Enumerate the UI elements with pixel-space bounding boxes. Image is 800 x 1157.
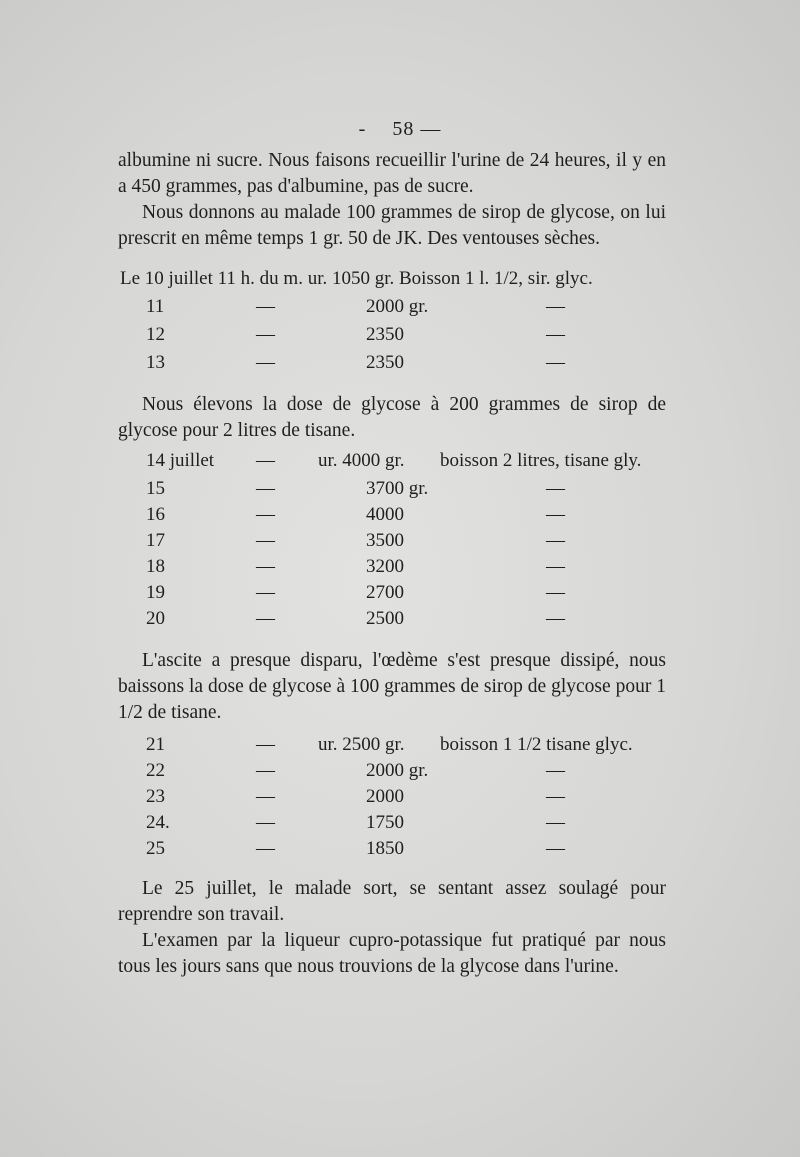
volume-cell: 1750 [366, 812, 404, 833]
ditto-cell: — [546, 838, 565, 859]
ditto-cell: — [546, 504, 565, 525]
ditto-cell: — [546, 786, 565, 807]
day-cell: 20 [146, 608, 165, 629]
day-cell: 21 [146, 734, 165, 755]
page-number: - 58 — [358, 118, 442, 140]
volume-cell: ur. 4000 gr. [318, 450, 405, 471]
day-cell: 19 [146, 582, 165, 603]
ditto-cell: — [546, 352, 565, 373]
volume-cell: 1850 [366, 838, 404, 859]
paragraph-text: Nous donnons au malade 100 grammes de sirop de glycose, on lui prescrit en même temps 1 gr. 50 de JK. Des ventouses sèches. [118, 202, 666, 249]
dash-cell: — [256, 530, 275, 551]
day-cell: 23 [146, 786, 165, 807]
dash-cell: — [256, 812, 275, 833]
day-cell: 25 [146, 838, 165, 859]
paragraph-text: Le 25 juillet, le malade sort, se sentant assez soulagé pour reprendre son travail. [118, 878, 666, 925]
beverage-cell: boisson 1 1/2 tisane glyc. [440, 734, 633, 755]
dash-cell: — [256, 556, 275, 577]
day-cell: 11 [146, 296, 165, 317]
volume-cell: 2500 [366, 608, 404, 629]
paragraph-text: albumine ni sucre. Nous faisons recueillir l'urine de 24 heures, il y en a 450 grammes, pas d'albumine, pas de sucre. [118, 150, 666, 197]
day-cell: 16 [146, 504, 165, 525]
beverage-cell: boisson 2 litres, tisane gly. [440, 450, 642, 471]
ditto-cell: — [546, 556, 565, 577]
ditto-cell: — [546, 608, 565, 629]
day-cell: 18 [146, 556, 165, 577]
day-cell: 22 [146, 760, 165, 781]
volume-cell: 2700 [366, 582, 404, 603]
paragraph-3 [118, 648, 666, 726]
dash-cell: — [256, 324, 275, 345]
day-cell: 17 [146, 530, 165, 551]
dash-cell: — [256, 582, 275, 603]
table1-first-row [120, 268, 680, 294]
ditto-cell: — [546, 296, 565, 317]
volume-cell: 4000 [366, 504, 404, 525]
dash-cell: — [256, 504, 275, 525]
dash-cell: — [256, 608, 275, 629]
day-cell: 12 [146, 324, 165, 345]
dash-cell: — [256, 478, 275, 499]
volume-cell: 2000 gr. [366, 760, 429, 781]
volume-cell: 2350 [366, 324, 404, 345]
dash-cell: — [256, 734, 275, 755]
volume-cell: 2000 [366, 786, 404, 807]
volume-cell: 2350 [366, 352, 404, 373]
dash-cell: — [256, 838, 275, 859]
dash-cell: — [256, 760, 275, 781]
ditto-cell: — [546, 324, 565, 345]
paragraph-1 [118, 148, 666, 252]
volume-cell: 3700 gr. [366, 478, 429, 499]
volume-cell: ur. 2500 gr. [318, 734, 405, 755]
paragraph-4 [118, 876, 666, 980]
paragraph-text: L'ascite a presque disparu, l'œdème s'est presque dissipé, nous baissons la dose de glycose à 100 grammes de sirop de glycose pour 1 1/2 de tisane. [118, 650, 666, 723]
paragraph-2 [118, 392, 666, 444]
ditto-cell: — [546, 582, 565, 603]
table1-first-text: Le 10 juillet 11 h. du m. ur. 1050 gr. Boisson 1 l. 1/2, sir. glyc. [120, 268, 593, 289]
day-cell: 13 [146, 352, 165, 373]
dash-cell: — [256, 786, 275, 807]
volume-cell: 3500 [366, 530, 404, 551]
ditto-cell: — [546, 478, 565, 499]
volume-cell: 2000 gr. [366, 296, 429, 317]
ditto-cell: — [546, 530, 565, 551]
ditto-cell: — [546, 812, 565, 833]
dash-cell: — [256, 352, 275, 373]
volume-cell: 3200 [366, 556, 404, 577]
dash-cell: — [256, 296, 275, 317]
day-cell: 15 [146, 478, 165, 499]
paragraph-text: L'examen par la liqueur cupro-potassique fut pratiqué par nous tous les jours sans que nous trouvions de la glycose dans l'urine. [118, 930, 666, 977]
dash-cell: — [256, 450, 275, 471]
day-cell: 24. [146, 812, 170, 833]
paragraph-text: Nous élevons la dose de glycose à 200 grammes de sirop de glycose pour 2 litres de tisane. [118, 394, 666, 441]
ditto-cell: — [546, 760, 565, 781]
day-cell: 14 juillet [146, 450, 215, 471]
